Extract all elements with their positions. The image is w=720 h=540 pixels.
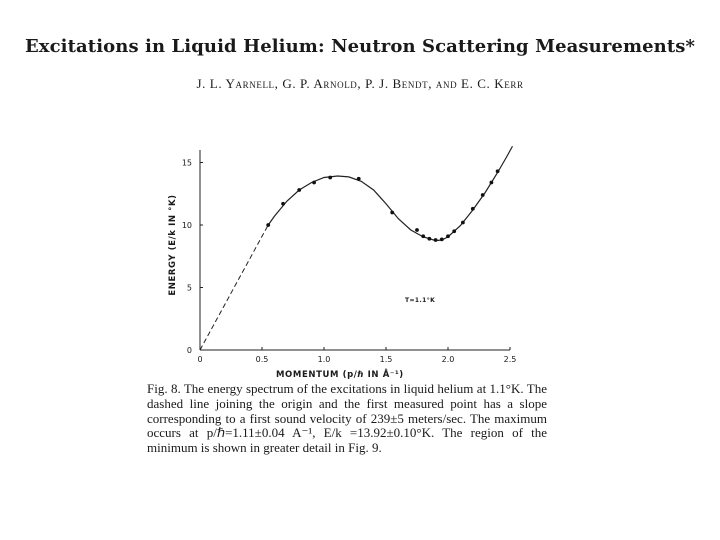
data-point [434,238,438,242]
data-point [452,229,456,233]
data-point [390,211,394,215]
y-tick-label: 0 [186,346,192,355]
dispersion-curve [268,146,512,240]
paper-title: Excitations in Liquid Helium: Neutron Scattering Measurements* [24,36,696,57]
x-tick-label: 2.0 [441,355,455,364]
data-point [446,234,450,238]
data-point [297,188,301,192]
x-tick-label: 0.5 [255,355,269,364]
sound-velocity-dashed-line [200,225,268,350]
data-point [328,176,332,180]
x-axis-title: MOMENTUM (p/ℏ IN Å⁻¹) [276,370,404,380]
data-point [461,221,465,225]
y-tick-label: 10 [181,221,192,230]
data-point [481,193,485,197]
x-tick-label: 2.5 [503,355,517,364]
y-tick-label: 5 [186,283,192,293]
x-tick-label: 1.0 [317,355,331,364]
data-point [266,223,270,227]
data-point [471,207,475,211]
data-point [428,237,432,241]
data-point [496,169,500,173]
y-tick-label: 15 [181,158,192,168]
temperature-annotation: T=1.1°K [405,297,436,304]
data-point [357,177,361,181]
data-point [281,202,285,206]
data-point [440,237,444,241]
data-point [490,181,494,185]
x-tick-label: 1.5 [379,355,393,364]
paper-authors: J. L. Yarnell, G. P. Arnold, P. J. Bendt, and E. C. Kerr [196,76,524,91]
figure-caption: Fig. 8. The energy spectrum of the excitations in liquid helium at 1.1°K. The dashed line joining the origin and the first measured point has a slope corresponding to a first sound velocity of 239±5 meters/sec. The maximum occurs at p/ℏ=1.11±0.04 A⁻¹, E/k =13.92±0.10°K. The region of the minimum is shown in greater detail in Fig. 9. [147,381,547,456]
data-points [266,169,499,242]
y-axis-title: ENERGY (E/k IN °K) [168,194,178,296]
data-point [312,181,316,185]
x-tick-label: 0 [197,355,203,364]
data-point [421,234,425,238]
data-point [415,228,419,232]
chart-axes [200,150,510,350]
